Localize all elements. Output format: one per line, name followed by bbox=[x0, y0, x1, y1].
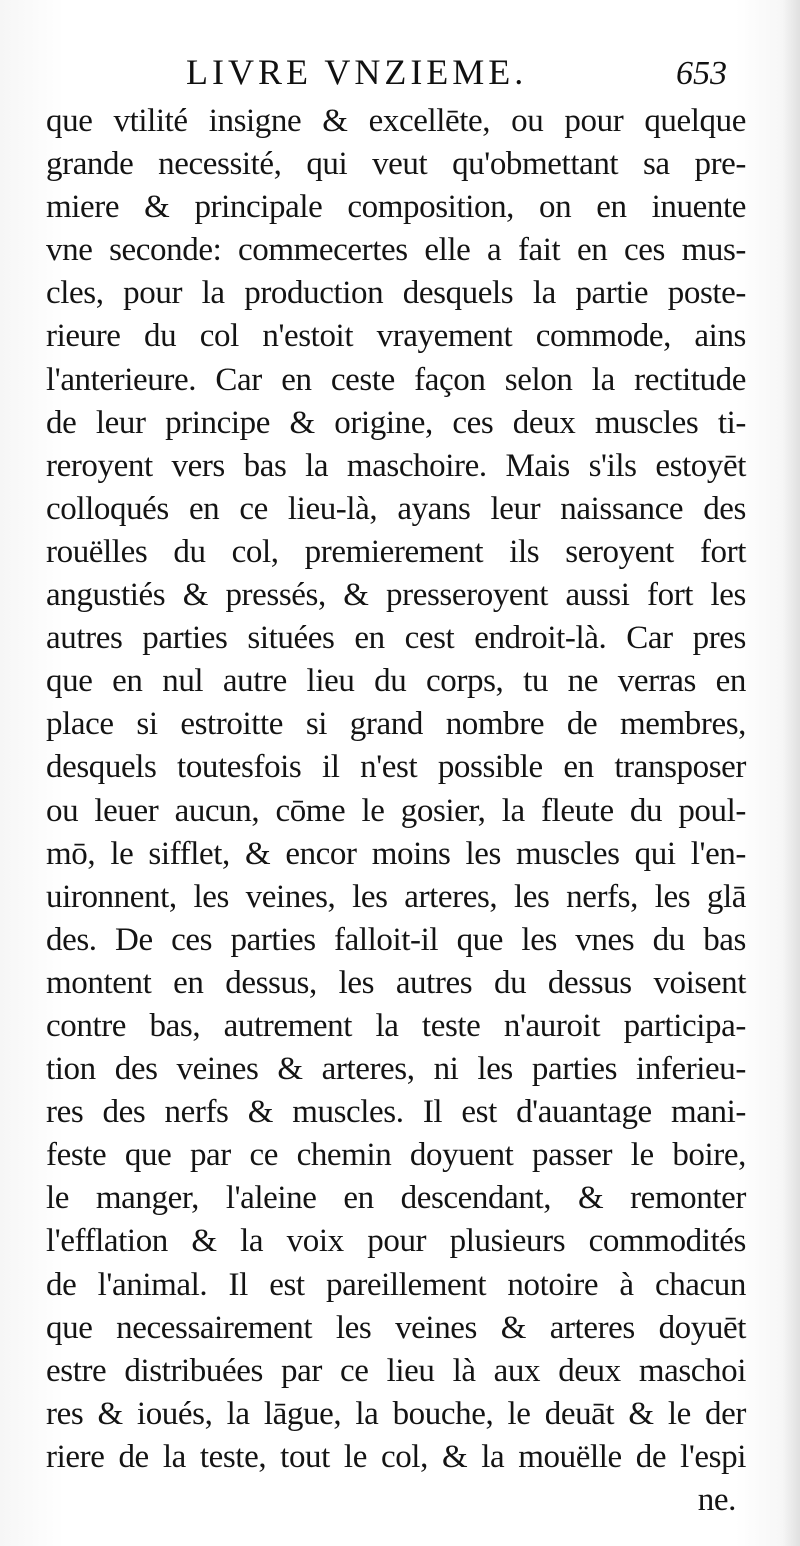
text-line: ou leuer aucun, cōme le gosier, la fleute du poul- bbox=[46, 792, 746, 829]
text-line: tion des veines & arteres, ni les parties inferieu- bbox=[46, 1051, 746, 1088]
text-line: rieure du col n'estoit vrayement commode, ains bbox=[46, 318, 746, 355]
text-line: rouëlles du col, premierement ils seroyent fort bbox=[46, 533, 746, 570]
text-line: colloqués en ce lieu-là, ayans leur naissance des bbox=[46, 490, 746, 527]
body-text bbox=[46, 100, 746, 1522]
page-number: 653 bbox=[676, 55, 727, 92]
text-line: reroyent vers bas la maschoire. Mais s'ils estoyēt bbox=[46, 447, 746, 484]
text-line: uironnent, les veines, les arteres, les nerfs, les glā bbox=[46, 878, 746, 915]
text-line: le manger, l'aleine en descendant, & remonter bbox=[46, 1180, 746, 1217]
text-line: res des nerfs & muscles. Il est d'auantage mani- bbox=[46, 1094, 746, 1131]
text-line: miere & principale composition, on en inuente bbox=[46, 189, 746, 226]
text-line: mō, le sifflet, & encor moins les muscles qui l'en- bbox=[46, 835, 746, 872]
text-line: l'efflation & la voix pour plusieurs commodités bbox=[46, 1223, 746, 1260]
text-line: autres parties situées en cest endroit-là. Car pres bbox=[46, 620, 746, 657]
running-title: LIVRE VNZIEME. bbox=[186, 52, 528, 92]
text-line: de leur principe & origine, ces deux muscles ti- bbox=[46, 404, 746, 441]
page-edge-shadow bbox=[782, 0, 800, 1546]
text-line: res & ioués, la lāgue, la bouche, le deuāt & le der bbox=[46, 1395, 746, 1432]
text-line: de l'animal. Il est pareillement notoire à chacun bbox=[46, 1266, 746, 1303]
text-line: riere de la teste, tout le col, & la mouëlle de l'espi bbox=[46, 1438, 746, 1475]
text-line: desquels toutesfois il n'est possible en transposer bbox=[46, 749, 746, 786]
text-line: montent en dessus, les autres du dessus voisent bbox=[46, 964, 746, 1001]
text-line: feste que par ce chemin doyuent passer le boire, bbox=[46, 1137, 746, 1174]
running-head bbox=[0, 50, 800, 94]
text-line: grande necessité, qui veut qu'obmettant sa pre- bbox=[46, 146, 746, 183]
text-line: que en nul autre lieu du corps, tu ne verras en bbox=[46, 663, 746, 700]
catchword: ne. bbox=[697, 1482, 736, 1518]
text-line: estre distribuées par ce lieu là aux deux maschoi bbox=[46, 1352, 746, 1389]
text-line: des. De ces parties falloit-il que les vnes du bas bbox=[46, 921, 746, 958]
text-line: angustiés & pressés, & presseroyent aussi fort les bbox=[46, 577, 746, 614]
text-line: vne seconde: commecertes elle a fait en ces mus- bbox=[46, 232, 746, 269]
text-line: que necessairement les veines & arteres doyuēt bbox=[46, 1309, 746, 1346]
text-line: cles, pour la production desquels la partie poste- bbox=[46, 275, 746, 312]
text-line: place si estroitte si grand nombre de membres, bbox=[46, 706, 746, 743]
text-line: l'anterieure. Car en ceste façon selon la rectitude bbox=[46, 361, 746, 398]
text-line: que vtilité insigne & excellēte, ou pour quelque bbox=[46, 103, 746, 139]
text-line: contre bas, autrement la teste n'auroit participa- bbox=[46, 1007, 746, 1044]
